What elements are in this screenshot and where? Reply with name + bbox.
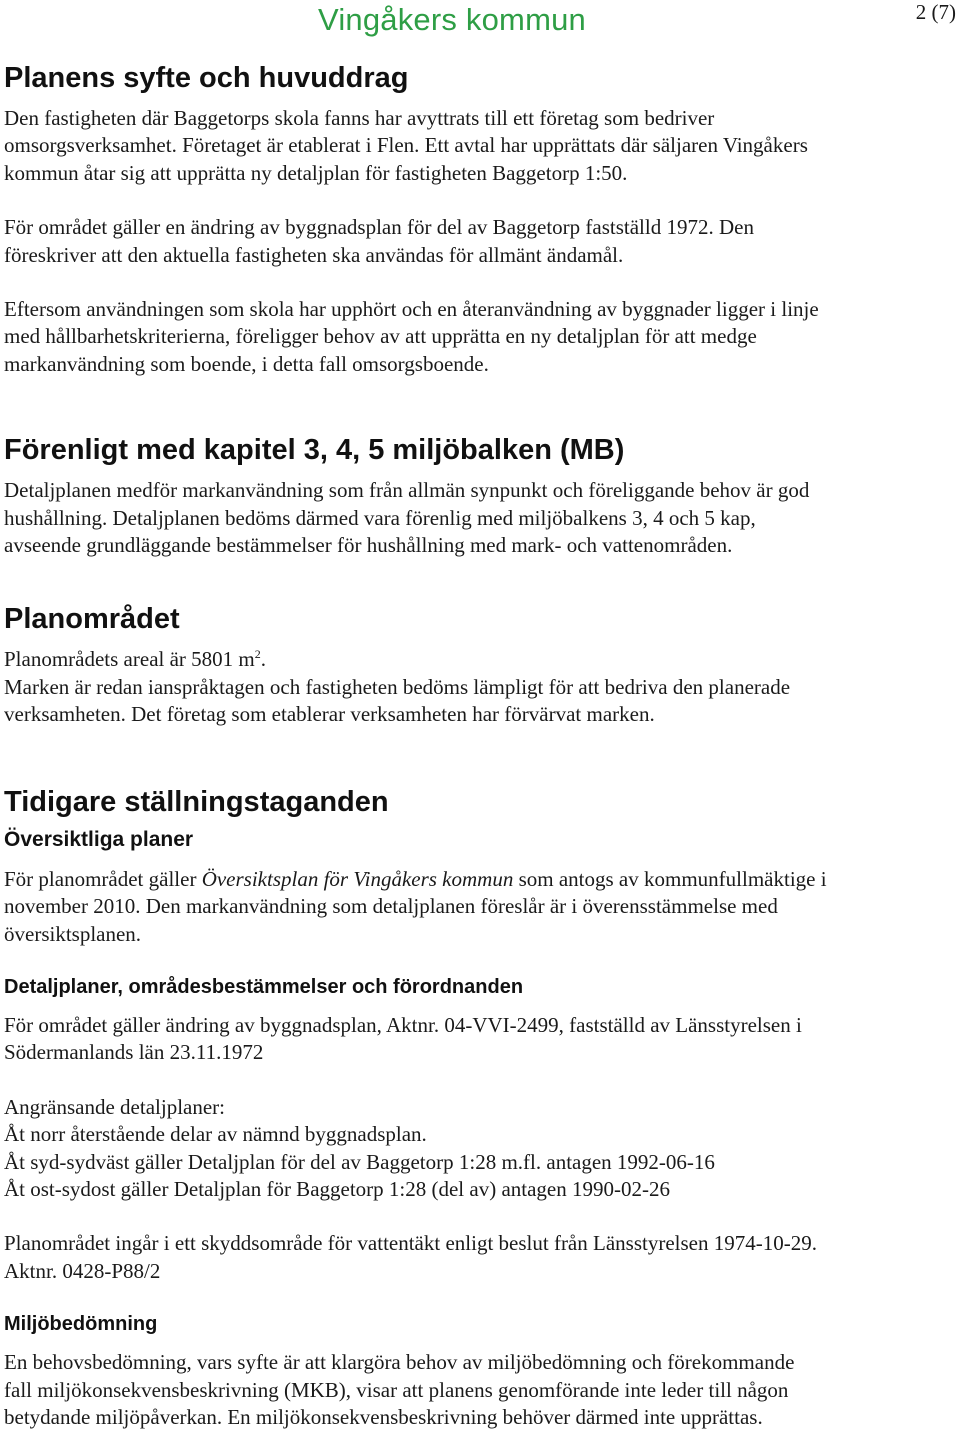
- spacer: [4, 1067, 956, 1094]
- spacer: [4, 1000, 956, 1012]
- plan-area-size-text: Planområdets areal är 5801 m: [4, 647, 255, 672]
- heading-previous-positions: Tidigare ställningstaganden: [4, 785, 389, 818]
- page-header: [0, 0, 960, 40]
- paragraph-water-protection: Planområdet ingår i ett skyddsområde för vattentäkt enligt beslut från Länsstyrelsen 1974-10-29. Aktnr. 0428-P88/2: [4, 1231, 817, 1283]
- overview-plan-title: Översiktsplan för Vingåkers kommun: [201, 866, 514, 891]
- spacer: [4, 378, 956, 432]
- superscript-square: 2: [254, 647, 261, 662]
- overview-text-end: som antogs av kommunfullmäktige i november 2010. Den markanvändning som detaljplanen föreslår är i överensstämmelse med översiktsplanen.: [4, 866, 827, 946]
- spacer: [4, 1337, 956, 1349]
- spacer: [4, 854, 956, 866]
- spacer: [4, 468, 956, 477]
- plan-area-size-end: .: [260, 647, 266, 672]
- paragraph-plan-area-size: [4, 646, 956, 673]
- spacer: [4, 187, 956, 214]
- paragraph-environmental-code: Detaljplanen medför markanvändning som från allmän synpunkt och föreliggande behov är god hushållning. Detaljplanen bedöms därmed vara förenlig med miljöbalkens 3, 4 och 5 kap, avseende grundläggande bestämmelser för hushållning med mark- och vattenområden.: [4, 478, 810, 558]
- paragraph-environmental-assessment: En behovsbedömning, vars syfte är att klargöra behov av miljöbedömning och förekommande fall miljökonsekvensbeskrivning (MKB), visar att planens genomförande inte leder till någon betydande miljöpåverkan. En miljökonsekvensbeskrivning behöver därmed inte upprättas.: [4, 1350, 795, 1429]
- heading-overview-plans: Översiktliga planer: [4, 827, 194, 851]
- paragraph-detailed-plans-1: För området gäller ändring av byggnadsplan, Aktnr. 04-VVI-2499, fastställd av Länsstyrelsen i Södermanlands län 23.11.1972: [4, 1012, 802, 1065]
- document-body: [4, 60, 956, 1431]
- spacer: [4, 1285, 956, 1311]
- heading-plan-area: Planområdet: [4, 603, 180, 636]
- spacer: [4, 1203, 956, 1230]
- spacer: [4, 96, 956, 105]
- spacer: [4, 729, 956, 784]
- page-number: 2 (7): [915, 0, 956, 24]
- paragraph-purpose-1: Den fastigheten där Baggetorps skola fanns har avyttrats till ett företag som bedriver omsorgsverksamhet. Företaget är etablerat i Flen. Ett avtal har upprättats där säljaren Vingåkers kommun åtar sig att upprätta ny detaljplan för fastigheten Baggetorp 1:50.: [4, 106, 808, 185]
- spacer: [4, 637, 956, 646]
- heading-plan-purpose: Planens syfte och huvuddrag: [4, 62, 409, 94]
- paragraph-purpose-2: För området gäller en ändring av byggnadsplan för del av Baggetorp fastställd 1972. Den föreskriver att den aktuella fastigheten ska användas för allmänt ändamål.: [4, 215, 754, 267]
- overview-text-start: För planområdet gäller: [4, 866, 202, 891]
- heading-environmental-code: Förenligt med kapitel 3, 4, 5 miljöbalken (MB): [4, 434, 625, 467]
- spacer: [4, 559, 956, 601]
- heading-environmental-assessment: Miljöbedömning: [4, 1313, 158, 1336]
- heading-detailed-plans: Detaljplaner, områdesbestämmelser och förordnanden: [4, 975, 524, 998]
- paragraph-adjacent-plans: Angränsande detaljplaner: Åt norr återstående delar av nämnd byggnadsplan. Åt syd-sydväst gäller Detaljplan för del av Baggetorp 1:28 m.fl. antagen 1992-06-16 Åt ost-sydost gäller Detaljplan för Baggetorp 1:28 (del av) antagen 1990-02-26: [4, 1094, 715, 1201]
- paragraph-plan-area-land: Marken är redan ianspråktagen och fastigheten bedöms lämpligt för att bedriva den planerade verksamheten. Det företag som etablerar verksamheten har förvärvat marken.: [4, 674, 791, 727]
- municipality-name: Vingåkers kommun: [318, 2, 586, 37]
- paragraph-purpose-3: Eftersom användningen som skola har upphört och en återanvändning av byggnader ligger i linje med hållbarhetskriterierna, föreligger behov av att upprätta en ny detaljplan för att medge markanvändning som boende, i detta fall omsorgsboende.: [4, 297, 819, 376]
- spacer: [4, 948, 956, 974]
- paragraph-overview-plans: [4, 866, 956, 948]
- spacer: [4, 269, 956, 296]
